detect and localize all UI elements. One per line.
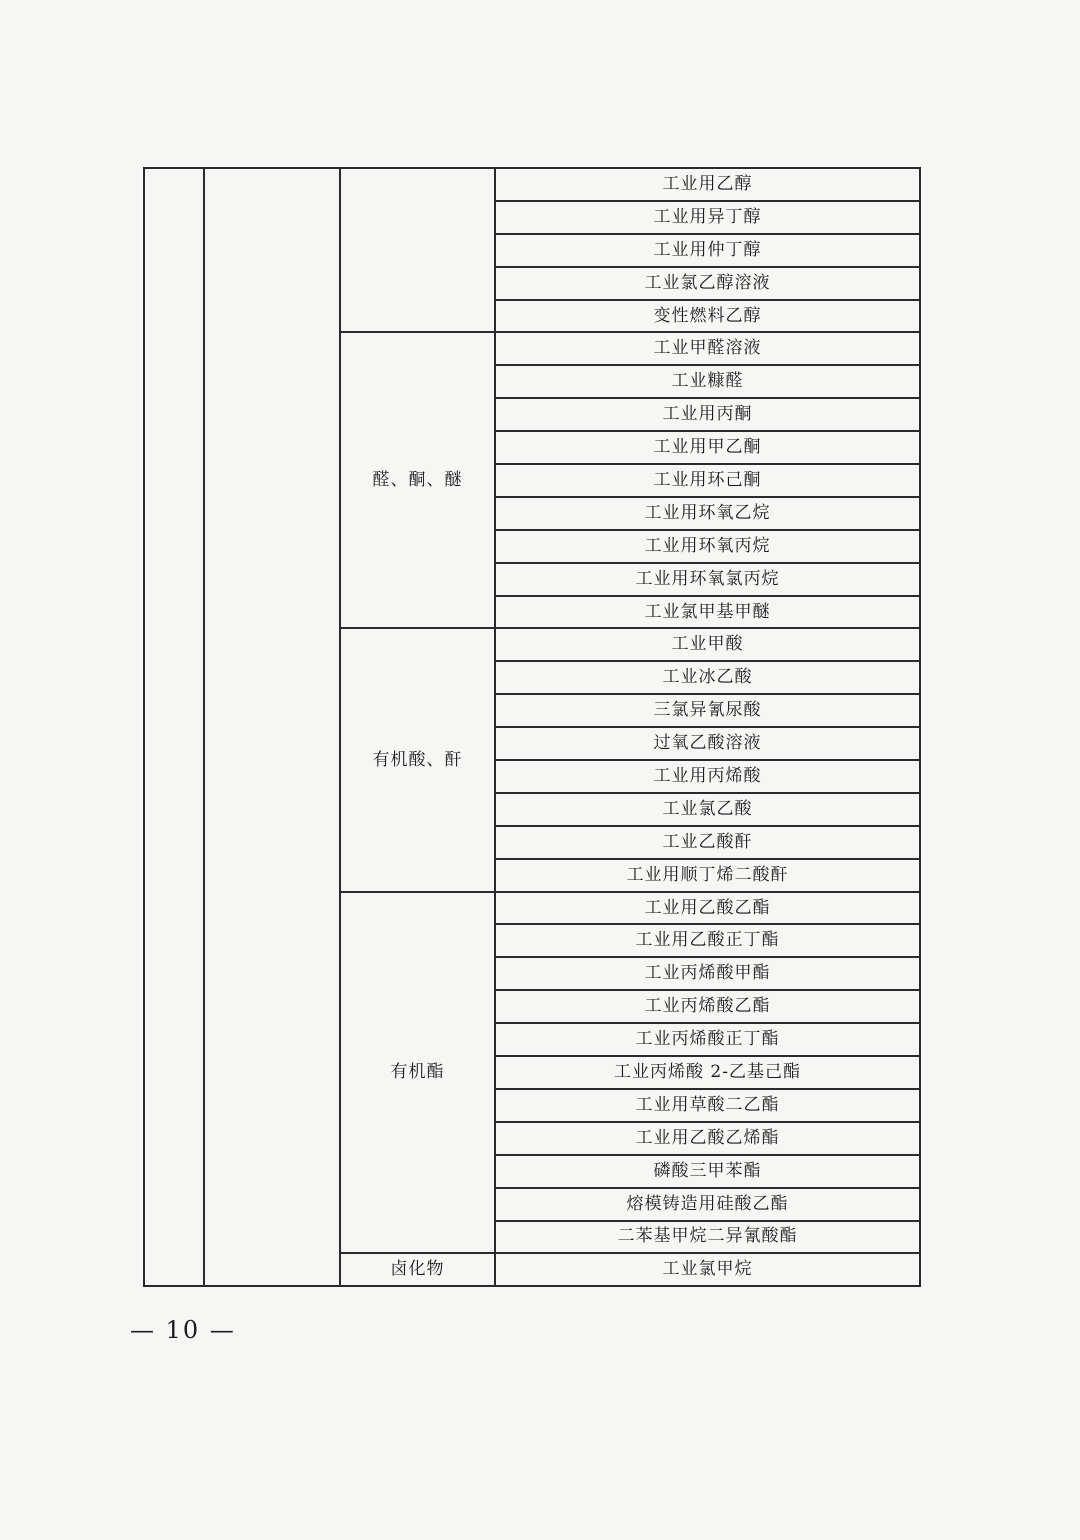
blank-column-2: [204, 168, 340, 1286]
category-cell: 有机酸、酐: [340, 628, 495, 891]
product-name-cell: 工业用环己酮: [495, 464, 920, 497]
product-name-cell: 变性燃料乙醇: [495, 300, 920, 333]
product-name-cell: 工业用异丁醇: [495, 201, 920, 234]
product-name-cell: 工业丙烯酸正丁酯: [495, 1023, 920, 1056]
product-name-cell: 工业甲酸: [495, 628, 920, 661]
blank-column-1: [144, 168, 204, 1286]
product-name-cell: 工业用乙醇: [495, 168, 920, 201]
category-cell: [340, 168, 495, 332]
product-name-cell: 工业用环氧氯丙烷: [495, 563, 920, 596]
product-name-cell: 工业冰乙酸: [495, 661, 920, 694]
category-cell: 卤化物: [340, 1253, 495, 1286]
product-name-cell: 工业甲醛溶液: [495, 332, 920, 365]
product-name-cell: 工业丙烯酸乙酯: [495, 990, 920, 1023]
product-name-cell: 工业用丙烯酸: [495, 760, 920, 793]
product-name-cell: 工业糠醛: [495, 365, 920, 398]
category-cell: 醛、酮、醚: [340, 332, 495, 628]
product-name-cell: 磷酸三甲苯酯: [495, 1155, 920, 1188]
table-row: [144, 168, 920, 201]
page-number: — 10 —: [130, 1316, 236, 1344]
product-name-cell: 工业丙烯酸 2-乙基己酯: [495, 1056, 920, 1089]
product-name-cell: 工业用环氧乙烷: [495, 497, 920, 530]
product-table-body: [144, 168, 920, 1286]
product-name-cell: 熔模铸造用硅酸乙酯: [495, 1188, 920, 1221]
product-name-cell: 工业丙烯酸甲酯: [495, 957, 920, 990]
product-name-cell: 二苯基甲烷二异氰酸酯: [495, 1221, 920, 1254]
product-name-cell: 工业用丙酮: [495, 398, 920, 431]
product-name-cell: 工业用草酸二乙酯: [495, 1089, 920, 1122]
product-name-cell: 工业乙酸酐: [495, 826, 920, 859]
product-name-cell: 工业用乙酸乙酯: [495, 892, 920, 925]
product-table: [143, 167, 921, 1287]
product-name-cell: 工业用乙酸正丁酯: [495, 924, 920, 957]
product-name-cell: 工业用甲乙酮: [495, 431, 920, 464]
product-name-cell: 三氯异氰尿酸: [495, 694, 920, 727]
product-name-cell: 工业用环氧丙烷: [495, 530, 920, 563]
product-name-cell: 工业用乙酸乙烯酯: [495, 1122, 920, 1155]
product-name-cell: 过氧乙酸溶液: [495, 727, 920, 760]
product-name-cell: 工业氯乙酸: [495, 793, 920, 826]
product-name-cell: 工业氯乙醇溶液: [495, 267, 920, 300]
category-cell: 有机酯: [340, 892, 495, 1254]
product-name-cell: 工业氯甲烷: [495, 1253, 920, 1286]
product-name-cell: 工业用仲丁醇: [495, 234, 920, 267]
product-name-cell: 工业用顺丁烯二酸酐: [495, 859, 920, 892]
product-name-cell: 工业氯甲基甲醚: [495, 596, 920, 629]
